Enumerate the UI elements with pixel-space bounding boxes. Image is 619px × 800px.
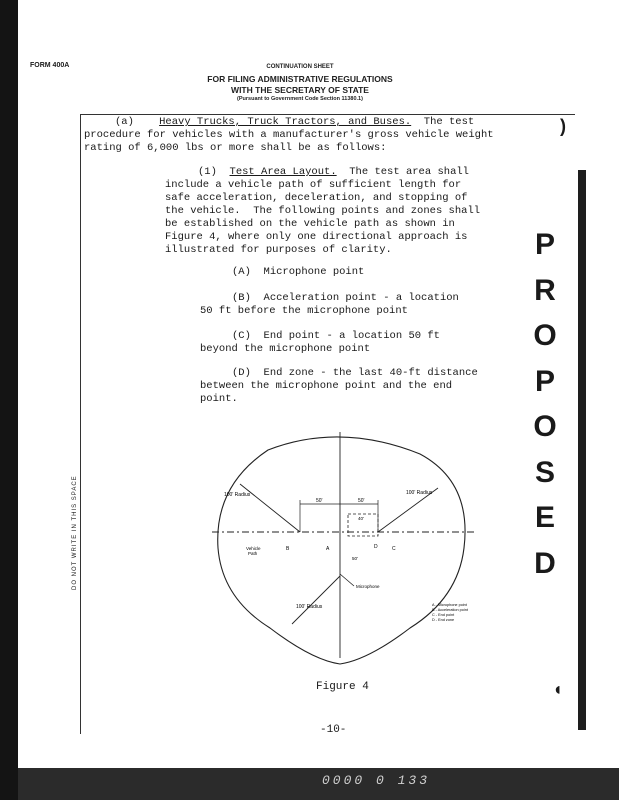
header-line-1: FOR FILING ADMINISTRATIVE REGULATIONS (207, 74, 393, 84)
item-d-line-1 (232, 367, 478, 380)
legend-item: C - End point (432, 613, 455, 617)
header-rule (80, 114, 575, 115)
item-d-line-3: point. (200, 393, 238, 405)
proposed-letter: S (534, 455, 555, 489)
item-c-label: (C) (232, 330, 251, 342)
point-label-b: B (286, 546, 290, 552)
item-a-text: Microphone point (263, 266, 365, 278)
legend-item: A - Microphone point (432, 603, 467, 607)
item-c-line-1 (232, 330, 440, 343)
para-1-line-4: the vehicle. The following points and zones shall (165, 205, 481, 217)
proposed-letter: R (534, 273, 556, 307)
continuation-label: CONTINUATION SHEET (266, 64, 334, 70)
document-code: 0000 0 133 (322, 773, 431, 788)
item-d-label: (D) (232, 367, 251, 379)
point-label-d: D (374, 544, 378, 550)
punch-hole-bottom: ◖ (552, 679, 563, 699)
para-1-line-5: be established on the vehicle path as shown in (165, 218, 455, 230)
para-1-label: (1) (198, 166, 217, 178)
para-1-line-6: Figure 4, where only one directional approach is (165, 231, 468, 243)
radius-label-bottom: 100' Radius (296, 604, 323, 610)
proposed-letter: P (534, 228, 555, 261)
proposed-stamp (528, 222, 562, 586)
radius-line-bottom (292, 576, 340, 624)
item-a-line-1 (232, 266, 364, 279)
page-number: -10- (320, 724, 347, 736)
para-1-line1-rest: The test area shall (349, 166, 469, 178)
scan-bottom-border (18, 768, 619, 800)
para-1-title: Test Area Layout. (229, 166, 337, 178)
dim-label-right: 50' (358, 498, 365, 504)
point-label-c: C (392, 546, 396, 552)
proposed-letter: D (534, 546, 556, 580)
proposed-letter: O (533, 319, 557, 352)
proposed-letter: P (534, 364, 555, 398)
item-b-text: Acceleration point - a location (263, 292, 459, 304)
item-b-line-2: 50 ft before the microphone point (200, 305, 408, 317)
radius-label-top-left: 100' Radius (224, 492, 251, 498)
vehicle-path-label-line: Path (248, 551, 258, 556)
para-a-line1-rest: The test (423, 116, 475, 128)
proposed-letter: O (533, 410, 557, 443)
para-a-line-3: rating of 6,000 lbs or more shall be as follows: (84, 142, 387, 154)
para-a-label: (a) (115, 116, 134, 128)
item-a-label: (A) (232, 266, 251, 278)
punch-hole-top: ) (560, 116, 566, 136)
microphone-label: Microphone (356, 584, 380, 589)
header-line-2: WITH THE SECRETARY OF STATE (231, 85, 369, 95)
proposed-letter: E (534, 501, 555, 534)
scan-right-edge (578, 170, 586, 730)
dim-label-end-zone: 40' (358, 516, 364, 521)
form-number: FORM 400A (30, 62, 70, 69)
legend-item: D - End zone (432, 618, 455, 622)
item-c-text: End point - a location 50 ft (263, 330, 440, 342)
item-d-text: End zone - the last 40-ft distance (263, 367, 478, 379)
item-d-line-2: between the microphone point and the end (200, 380, 453, 392)
margin-rule (80, 114, 81, 734)
item-c-line-2: beyond the microphone point (200, 343, 371, 355)
radius-label-top-right: 100' Radius (406, 490, 433, 496)
point-label-a: A (326, 546, 330, 552)
margin-note: DO NOT WRITE IN THIS SPACE (72, 475, 78, 590)
microphone-leader (340, 574, 354, 586)
para-1-line-7: illustrated for purposes of clarity. (165, 244, 392, 256)
vehicle-path-label-line: Vehicle (246, 546, 261, 551)
para-a-title: Heavy Trucks, Truck Tractors, and Buses. (159, 116, 412, 128)
header-line-3: (Pursuant to Government Code Section 11380.1) (237, 96, 363, 102)
para-a-line-2: procedure for vehicles with a manufacturer's gross vehicle weight (84, 129, 494, 141)
dim-label-left: 50' (316, 498, 323, 504)
figure-4-diagram (200, 428, 480, 678)
scan-left-border (0, 0, 18, 800)
figure-caption: Figure 4 (316, 681, 369, 693)
para-1-line-1 (198, 166, 469, 179)
item-b-label: (B) (232, 292, 251, 304)
dim-label-vertical: 50' (352, 556, 358, 561)
para-1-line-3: safe acceleration, deceleration, and stopping of (165, 192, 468, 204)
vehicle-path-label (246, 546, 262, 556)
item-b-line-1 (232, 292, 459, 305)
para-1-line-2: include a vehicle path of sufficient length for (165, 179, 462, 191)
para-a-line-1 (115, 116, 474, 129)
legend-item: B - Acceleration point (432, 608, 468, 612)
